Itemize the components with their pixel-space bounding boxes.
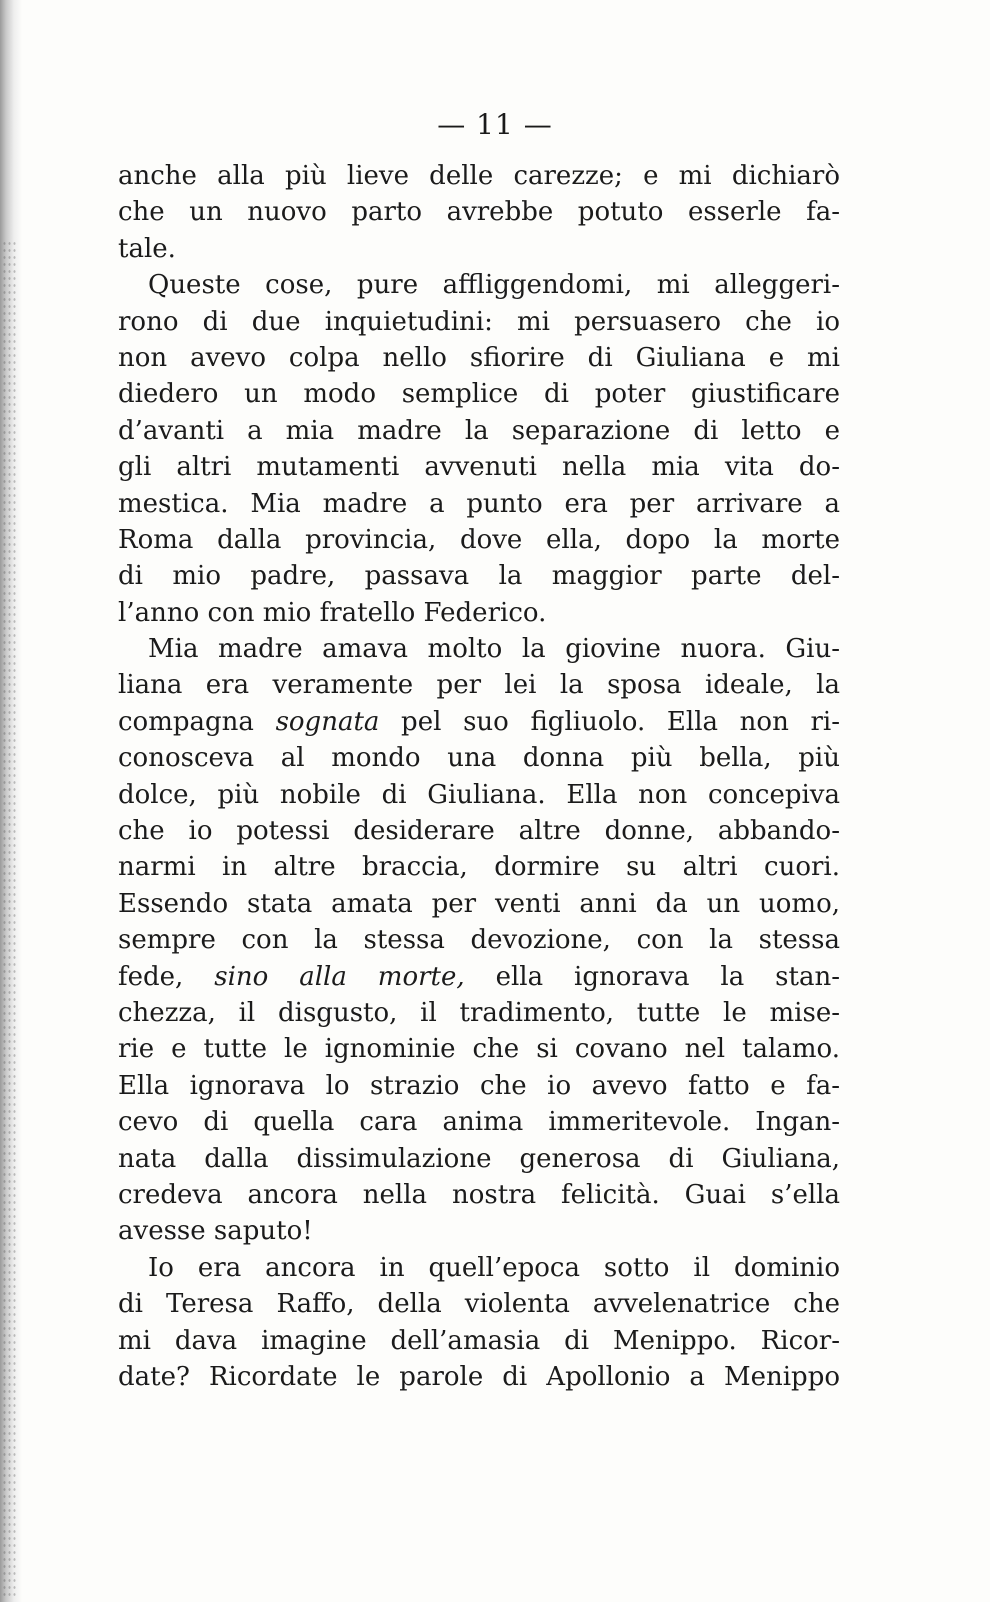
text-line bbox=[118, 340, 840, 376]
text-segment: pel suo figliuolo. Ella non ri- bbox=[379, 706, 840, 737]
text-line bbox=[118, 1031, 840, 1067]
text-segment: d’avanti a mia madre la separazione di letto e bbox=[118, 415, 840, 446]
text-line bbox=[118, 1068, 840, 1104]
text-line bbox=[118, 631, 840, 667]
text-line bbox=[118, 267, 840, 303]
page-number: — 11 — bbox=[437, 108, 553, 141]
text-line bbox=[118, 1250, 840, 1286]
text-segment: di Teresa Raffo, della violenta avvelenatrice che bbox=[118, 1289, 840, 1320]
text-segment: fede, bbox=[118, 961, 215, 992]
text-segment: Ella ignorava lo strazio che io avevo fatto e fa- bbox=[118, 1070, 840, 1101]
text-line bbox=[118, 1323, 840, 1359]
text-segment: mestica. Mia madre a punto era per arrivare a bbox=[118, 488, 840, 519]
text-segment: di mio padre, passava la maggior parte del- bbox=[118, 561, 840, 592]
text-line bbox=[118, 522, 840, 558]
text-segment: che un nuovo parto avrebbe potuto esserle fa- bbox=[118, 197, 840, 228]
text-segment: Roma dalla provincia, dove ella, dopo la morte bbox=[118, 524, 840, 555]
text-segment: liana era veramente per lei la sposa ideale, la bbox=[118, 670, 840, 701]
page-gutter-shadow bbox=[0, 0, 22, 1602]
text-segment: nata dalla dissimulazione generosa di Giuliana, bbox=[118, 1143, 840, 1174]
text-segment: Queste cose, pure affliggendomi, mi alleggeri- bbox=[148, 270, 840, 301]
text-segment: rie e tutte le ignominie che si covano nel talamo. bbox=[118, 1034, 840, 1065]
text-line bbox=[118, 1141, 840, 1177]
text-line bbox=[118, 231, 840, 267]
text-segment: mi dava imagine dell’amasia di Menippo. Ricor- bbox=[118, 1325, 840, 1356]
text-line bbox=[118, 1286, 840, 1322]
italic-text-segment: sognata bbox=[275, 706, 380, 737]
text-segment: Essendo stata amata per venti anni da un uomo, bbox=[118, 888, 840, 919]
text-line bbox=[118, 959, 840, 995]
text-segment: compagna bbox=[118, 706, 276, 737]
text-line bbox=[118, 740, 840, 776]
text-line bbox=[118, 413, 840, 449]
text-line bbox=[118, 194, 840, 230]
text-line bbox=[118, 558, 840, 594]
text-segment: chezza, il disgusto, il tradimento, tutte le mise- bbox=[118, 997, 840, 1028]
text-segment: ella ignorava la stan- bbox=[464, 961, 840, 992]
text-line bbox=[118, 1213, 840, 1249]
text-segment: sempre con la stessa devozione, con la stessa bbox=[118, 925, 840, 956]
text-line bbox=[118, 1359, 840, 1395]
text-segment: Io era ancora in quell’epoca sotto il dominio bbox=[148, 1252, 840, 1283]
text-segment: che io potessi desiderare altre donne, abbando- bbox=[118, 816, 840, 847]
text-segment: non avevo colpa nello sfiorire di Giuliana e mi bbox=[118, 342, 840, 373]
text-segment: l’anno con mio fratello Federico. bbox=[118, 597, 547, 628]
body-text bbox=[118, 158, 840, 1395]
text-segment: tale. bbox=[118, 233, 176, 264]
text-segment: cevo di quella cara anima immeritevole. Ingan- bbox=[118, 1107, 840, 1138]
gutter-scan-noise bbox=[2, 240, 16, 1600]
italic-text-segment: sino alla morte, bbox=[214, 961, 465, 992]
text-line bbox=[118, 886, 840, 922]
text-line bbox=[118, 922, 840, 958]
text-segment: credeva ancora nella nostra felicità. Guai s’ella bbox=[118, 1179, 840, 1210]
text-line bbox=[118, 995, 840, 1031]
text-segment: diedero un modo semplice di poter giustificare bbox=[118, 379, 840, 410]
text-line bbox=[118, 849, 840, 885]
text-line bbox=[118, 449, 840, 485]
text-segment: narmi in altre braccia, dormire su altri cuori. bbox=[118, 852, 840, 883]
text-line bbox=[118, 1104, 840, 1140]
text-segment: rono di due inquietudini: mi persuasero che io bbox=[118, 306, 840, 337]
text-line bbox=[118, 1177, 840, 1213]
text-line bbox=[118, 777, 840, 813]
text-line bbox=[118, 486, 840, 522]
text-line bbox=[118, 304, 840, 340]
text-segment: date? Ricordate le parole di Apollonio a Menippo bbox=[118, 1361, 840, 1392]
text-segment: gli altri mutamenti avvenuti nella mia vita do- bbox=[118, 452, 840, 483]
text-line bbox=[118, 704, 840, 740]
text-segment: dolce, più nobile di Giuliana. Ella non concepiva bbox=[118, 779, 840, 810]
text-line bbox=[118, 376, 840, 412]
text-line bbox=[118, 813, 840, 849]
text-line bbox=[118, 667, 840, 703]
text-segment: anche alla più lieve delle carezze; e mi dichiarò bbox=[118, 161, 840, 191]
text-line bbox=[118, 595, 840, 631]
text-segment: avesse saputo! bbox=[118, 1216, 313, 1247]
text-segment: conosceva al mondo una donna più bella, più bbox=[118, 743, 840, 774]
text-segment: Mia madre amava molto la giovine nuora. Giu- bbox=[148, 634, 840, 665]
text-line bbox=[118, 158, 840, 194]
